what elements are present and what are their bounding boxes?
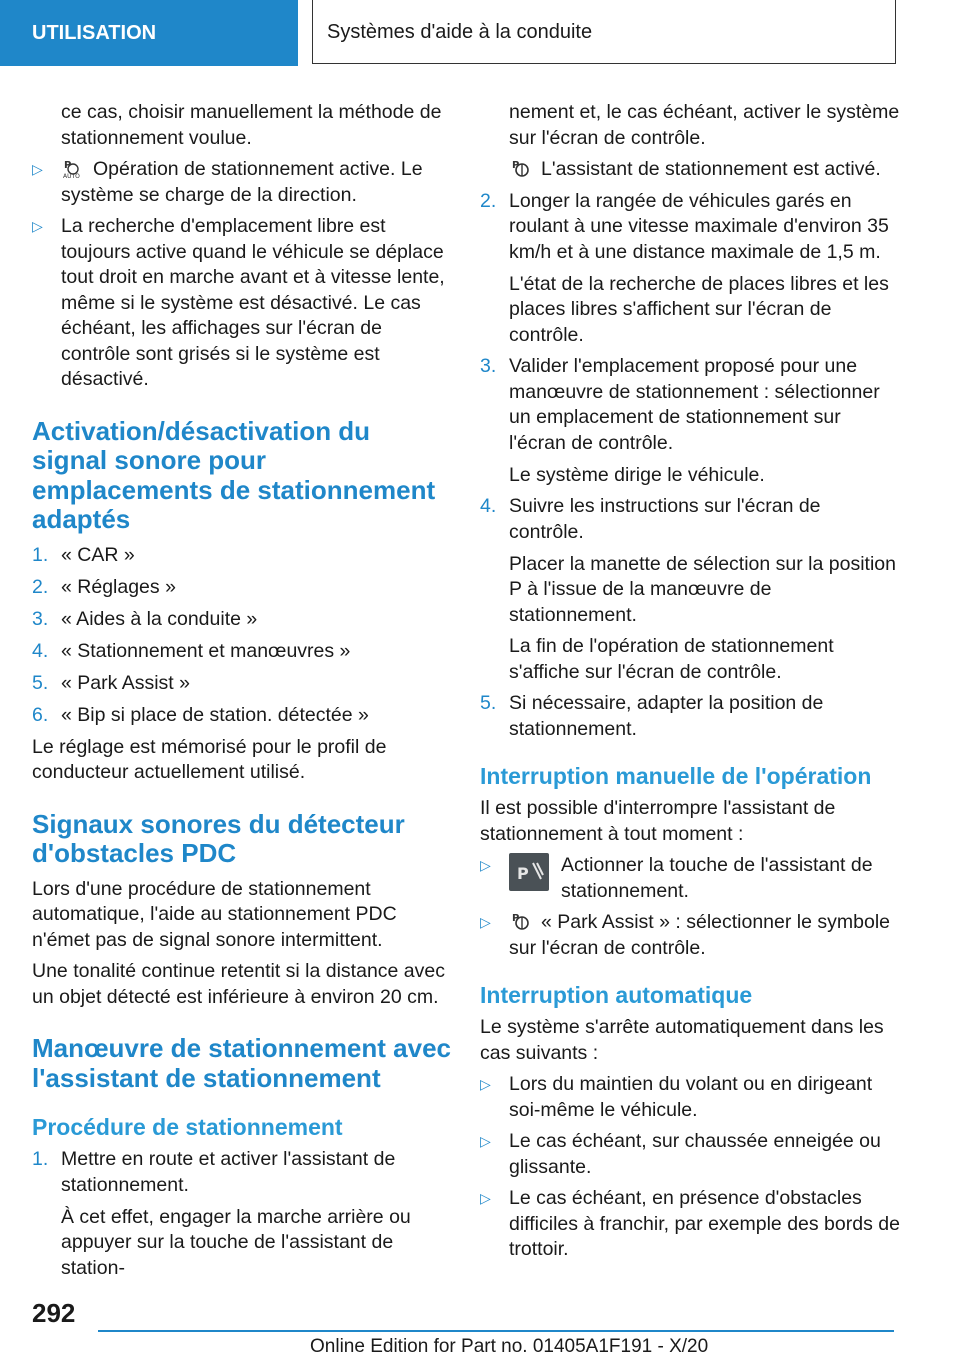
paragraph: Le système dirige le véhicule. bbox=[509, 463, 765, 486]
svg-text:AUTO: AUTO bbox=[63, 173, 80, 179]
paragraph: Lors d'une procédure de stationnement automatique, l'aide au stationnement PDC n'émet pas de signal sonore intermittent. bbox=[32, 877, 397, 951]
triangle-right-icon: ▷ bbox=[480, 857, 491, 873]
bullet-text: Lors du maintien du volant ou en dirigeant soi-même le véhicule. bbox=[509, 1073, 873, 1121]
triangle-right-icon: ▷ bbox=[480, 914, 491, 930]
list-item: 6. « Bip si place de station. détectée » bbox=[32, 703, 369, 726]
left-column bbox=[32, 100, 452, 1287]
heading-procedure: Procédure de stationnement bbox=[32, 1114, 343, 1140]
svg-text:P: P bbox=[517, 864, 529, 883]
edition-text: Online Edition for Part no. 01405A1F191 - X/20 bbox=[310, 1336, 709, 1357]
right-column bbox=[480, 100, 900, 1269]
triangle-right-icon: ▷ bbox=[480, 1190, 491, 1206]
list-item: 1. Mettre en route et activer l'assistant de stationnement. bbox=[32, 1148, 396, 1196]
list-item bbox=[480, 1186, 900, 1263]
paragraph: nement et, le cas échéant, activer le système sur l'écran de contrôle. bbox=[509, 101, 900, 149]
list-item: 5. « Park Assist » bbox=[32, 671, 190, 694]
triangle-right-icon: ▷ bbox=[32, 218, 43, 234]
list-item: 3. Valider l'emplacement proposé pour une manœuvre de stationnement : sélectionner un emplacement de stationnement sur l'écran de contrôle. bbox=[480, 355, 880, 454]
triangle-right-icon: ▷ bbox=[480, 1133, 491, 1149]
list-item: 4. « Stationnement et manœuvres » bbox=[32, 639, 351, 662]
park-assist-auto-icon bbox=[61, 157, 83, 179]
paragraph: Il est possible d'interrompre l'assistant de stationnement à tout moment : bbox=[480, 797, 836, 845]
paragraph: Une tonalité continue retentit si la distance avec un objet détecté est inférieure à environ 20 cm. bbox=[32, 960, 445, 1008]
chapter-title: Systèmes d'aide à la conduite bbox=[312, 0, 896, 64]
list-item bbox=[32, 214, 452, 393]
list-item bbox=[480, 853, 900, 904]
footer-divider bbox=[98, 1330, 894, 1332]
list-item: 2. « Réglages » bbox=[32, 575, 176, 598]
list-item bbox=[480, 910, 900, 961]
bullet-text: Le cas échéant, en présence d'obstacles difficiles à franchir, par exemple des bords de trottoir. bbox=[509, 1187, 900, 1260]
triangle-right-icon: ▷ bbox=[32, 161, 43, 177]
steps-list bbox=[32, 543, 452, 729]
paragraph: L'état de la recherche de places libres et les places libres s'affichent sur l'écran de contrôle. bbox=[509, 272, 889, 346]
bullet-text: « Park Assist » : sélectionner le symbole sur l'écran de contrôle. bbox=[509, 911, 890, 959]
paragraph: Le système s'arrête automatiquement dans les cas suivants : bbox=[480, 1016, 884, 1064]
bullet-text: Opération de stationnement active. Le système se charge de la direction. bbox=[61, 158, 423, 206]
list-item bbox=[480, 1129, 900, 1180]
heading-activation: Activation/désactivation du signal sonore pour emplacements de stationnement adaptés bbox=[32, 415, 436, 534]
svg-text:P: P bbox=[64, 160, 72, 171]
list-item: 1. « CAR » bbox=[32, 543, 135, 566]
bullet-text: Le cas échéant, sur chaussée enneigée ou glissante. bbox=[509, 1130, 881, 1178]
heading-auto-interruption: Interruption automatique bbox=[480, 982, 753, 1008]
svg-text:P: P bbox=[512, 913, 520, 924]
page-number: 292 bbox=[32, 1298, 76, 1328]
section-tab: UTILISATION bbox=[0, 0, 298, 66]
paragraph: ce cas, choisir manuellement la méthode de stationnement voulue. bbox=[61, 101, 442, 149]
paragraph: À cet effet, engager la marche arrière ou appuyer sur la touche de l'assistant de station- bbox=[61, 1205, 411, 1279]
paragraph: Le réglage est mémorisé pour le profil de conducteur actuellement utilisé. bbox=[32, 735, 387, 783]
list-item: 4. Suivre les instructions sur l'écran de contrôle. bbox=[480, 495, 821, 543]
heading-pdc: Signaux sonores du détecteur d'obstacles PDC bbox=[32, 808, 405, 868]
bullet-text: Actionner la touche de l'assistant de stationnement. bbox=[561, 854, 873, 902]
page-header bbox=[0, 0, 960, 66]
park-assist-icon bbox=[509, 910, 531, 932]
paragraph: P L'assistant de stationnement est activé. bbox=[480, 157, 900, 183]
svg-text:P: P bbox=[512, 160, 520, 171]
list-item bbox=[32, 157, 452, 208]
list-item: 5. Si nécessaire, adapter la position de stationnement. bbox=[480, 692, 824, 740]
bullet-text: La recherche d'emplacement libre est toujours active quand le véhicule se déplace tout droit en marche avant et à vitesse lente, même si le système est désactivé. Le cas échéant, les affichages sur l'écran de contrôle sont grisés si le système est désactivé. bbox=[61, 215, 445, 390]
triangle-right-icon: ▷ bbox=[480, 1076, 491, 1092]
heading-manoeuvre: Manœuvre de stationnement avec l'assistant de stationnement bbox=[32, 1033, 451, 1093]
list-item: 3. « Aides à la conduite » bbox=[32, 607, 258, 630]
paragraph: Placer la manette de sélection sur la position P à l'issue de la manœuvre de stationnement. bbox=[509, 552, 896, 626]
list-item: 2. Longer la rangée de véhicules garés en roulant à une vitesse maximale d'environ 35 km/h et à une distance maximale de 1,5 m. bbox=[480, 189, 889, 263]
park-assist-button-icon bbox=[509, 853, 549, 891]
list-item bbox=[480, 1072, 900, 1123]
heading-manual-interruption: Interruption manuelle de l'opération bbox=[480, 763, 872, 789]
park-assist-icon bbox=[509, 157, 531, 179]
paragraph: La fin de l'opération de stationnement s'affiche sur l'écran de contrôle. bbox=[509, 635, 834, 683]
